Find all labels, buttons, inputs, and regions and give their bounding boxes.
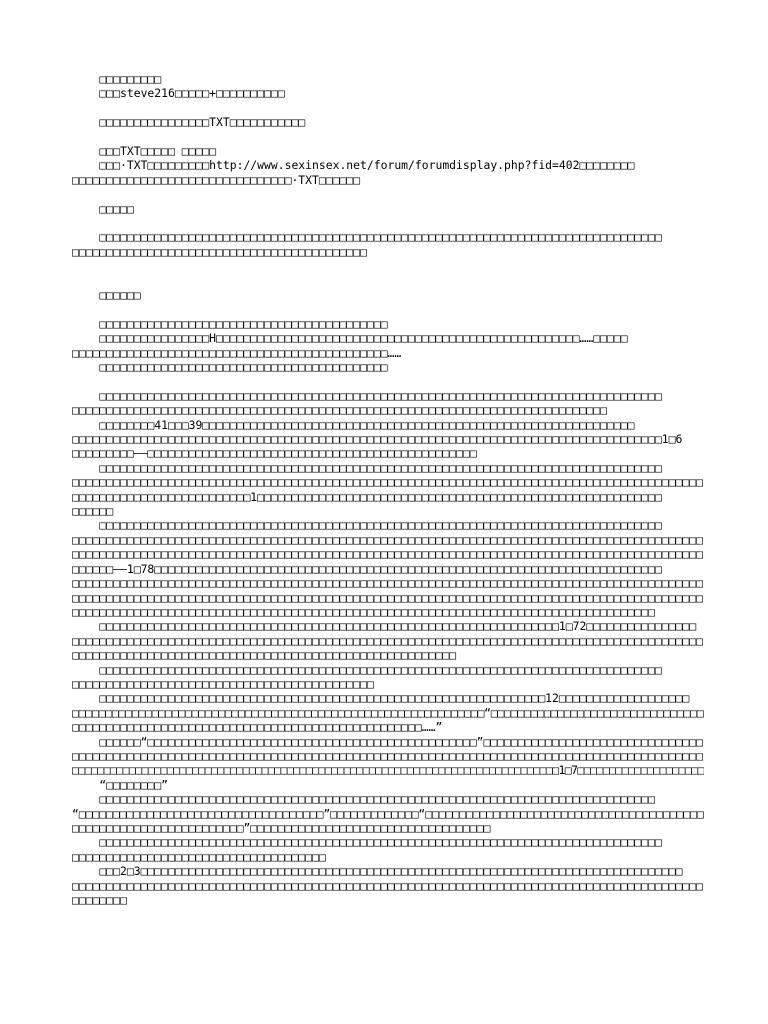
text-line: □□□□□□□□□□□□□□□□□□□□□□□□□□□□□□□□□□□□□□□□□□□□□□□□□□□□□□□□□□□□□□□□□□□□□□□□□□□□□□□□□□□□□□□□□□□□ [72,633,703,648]
text-line: “□□□□□□□□” [72,777,169,792]
text-line: □□□□□□□□□□□□□□□□□□□□□□□□□□□□□□□□□□□□□□□□□□□□□□□□□□□□□□□□□□□□□□□□□□□□□□□□□□□□□□□□□□ [72,662,662,677]
text-line: □□□□□□□□41□□□39□□□□□□□□□□□□□□□□□□□□□□□□□□□□□□□□□□□□□□□□□□□□□□□□□□□□□□□□□□□□□□□ [72,417,635,432]
blank-line [72,274,704,288]
text-line: □□□□□□□□□□□□□□□□□□□□□□□□□□□□□□□□□□□□□□□□□□□□□□□□□□□□□□□□□□□□□□□□□□□□□□□□□□□□□□□□□□ [72,388,662,403]
text-line: □□□□□□□□□□□□□□□□□□□□□□□□□□□□□□□□□□□□□□□□□□ [72,360,388,375]
text-line: □□□□□□□□□□□□□□□□□□□□□□□□□□□□□□□□□□□□□□□□□□□□□□□□□□□□□□□□□□□□□□□□□□□□□□□□□□□□□□□□□□□□□□□□□□□□ [72,748,703,763]
text-line: □□□□□□□□□□□□□□□□□□□□□□□□□□□□□□□□□□□□□□□□□□□□□□□□□□□……” [72,720,443,735]
text-line: □□□□□□□□□□□□□□□□□□□□□□□□□□□□□□□□□□□□□□□□□□□□□□□□□□□□□□□□ [72,648,457,663]
blank-line [72,259,704,273]
text-line: □□□2□3□□□□□□□□□□□□□□□□□□□□□□□□□□□□□□□□□□□□□□□□□□□□□□□□□□□□□□□□□□□□□□□□□□□□□□□□□□□□□□□ [72,864,683,879]
text-line: □□□□□□□□□□□□□□□□□□□□□□□□□□□□□□□□·TXT□□□□□□ [72,172,361,187]
text-line: □□□□□□□□□□□□□□□□□□□□□□□□□□□□□□□□□□□□□□□□□□□□□□□□□□□□□□□□□□□□□□□□□□□□□□□□□□□□□□□□□□□□□□□□□□□□ [72,878,703,893]
text-line: □□□steve216□□□□□+□□□□□□□□□□ [72,86,285,101]
text-line: □□□□□□□□□□□□□□□□□□□□□□□□□□□□□□□□□□□□□□□□□□□□□□□□□□□□□□□□□□□□□□□□□□□□□□□□□□□□□1□7□□□□□□□□□□□□□□□□□□□□ [72,763,704,778]
text-line: □□□□□□□□□□□□□□□□□□□□□□□□□□□□□□□□□□□□□□□□□□□□□□□□□□□□□□□□□□□□□□□□□□□□□□□□□□□□□□□□□□ [72,230,662,245]
text-line: □□□□□□□□□□□□□□□□TXT□□□□□□□□□□□ [72,115,306,130]
text-line: □□□□□ [72,201,134,216]
blank-line [72,302,704,316]
text-line: □□□□□□□□□□□□□□□□□□□□□□□□□□□□□□□□□□□□□□□□□□□□□□□□□□□□□□□□□□□□□□□□□□□□□□□□□□□□□□□□□□□□□□□□□□□□ [72,532,703,547]
text-line: □□□□□□□□□□□□□□□□□□□□□□□□□□□□□□□□□□□□□□□□□□□□□□□□□□□□□□□□□□□□□□□□□□□□□□□□□□□□□□□□□□□□□□1□6 [72,432,683,447]
blank-line [72,130,704,144]
text-line: □□□□□□□□□□□□□□□□□□□□□□□□□□□□□□□□□□□□□□□□□□□□□□□□□□□□□□□□□□□□□□□□□□□□□□□□□□□□□□□□□□□□□□□□□□□□ [72,576,703,591]
text-line: □□□□□□□□□□□□□□□□□□□□□□□□□□1□□□□□□□□□□□□□□□□□□□□□□□□□□□□□□□□□□□□□□□□□□□□□□□□□□□□□□□□□□□ [72,489,662,504]
text-line: □□□□□□□□□□□□□□□□□□□□□□□□□□□□□□□□□□□□□□□□□□□□□□…… [72,345,402,360]
text-line: □□□□□□□□□□□□□□□□□□□□□□□□□□□□□□□□□□□□□□□□□□ [72,316,388,331]
blank-line [72,101,704,115]
document-body [72,72,704,907]
text-line: □□□□□□□□□□□□□□□□□□□□□□□□□”□□□□□□□□□□□□□□□□□□□□□□□□□□□□□□□□□□□ [72,821,491,835]
blank-line [72,374,704,388]
text-line: □□□□□□□□□□□□□□□□□□□□□□□□□□□□□□□□□□□□□□□□□□□□ [72,676,374,691]
text-line: □□□□□□□□□□□□□□□□□□□□□□□□□□□□□□□□□□□□□□□□□□□□□□□□□□□□□□□□□□□□□□□□□□□□□□□□□□□□□□□□□□ [72,460,662,475]
text-line: □□□TXT□□□□□ □□□□□ [72,144,217,158]
text-line: □□□□□□□□□□□□□□□□□□□□□□□□□□□□□□□□□□□□□□□□□□□□□□□□□□□□□□□□□□□□□□“□□□□□□□□□□□□□□□□□□□□□□□□□□□□□□□□ [72,705,704,720]
text-line: □□□□□□□□□ [72,72,162,86]
text-line: □□□□□□□□□□□□□□□□□□□□□□□□□□□□□□□□□□□□□□□□□□□□□□□□□□□□□□□□□□□□□□□□□□□□□□□□□□□□□□□□□ [72,792,655,807]
text-line: “□□□□□□□□□□□□□□□□□□□□□□□□□□□□□□□□□□□□”□□□□□□□□□□□□□“□□□□□□□□□□□□□□□□□□□□□□□□□□□□□□□□□□□□□□□□□ [72,806,704,821]
text-line: □□□□□□□□□□□□□□□□□□□□□□□□□□□□□□□□□□□□□□□□□□□□□□□□□□□□□□□□□□□□□□□□□12□□□□□□□□□□□□□□□□□□□ [72,691,690,706]
text-line: □□□□□□□□□□□□□□□□□□□□□□□□□□□□□□□□□□□□□□□□□□□ [72,244,367,259]
text-line: □□□□□□“□□□□□□□□□□□□□□□□□□□□□□□□□□□□□□□□□□□□□□□□□□□□□□□□”□□□□□□□□□□□□□□□□□□□□□□□□□□□□□□□□ [72,734,703,749]
text-line: □□□□□□□□□□□□□□□□H□□□□□□□□□□□□□□□□□□□□□□□□□□□□□□□□□□□□□□□□□□□□□□□□□□□□□……□□□□□ [72,331,628,346]
text-line: □□□□□□□□□□□□□□□□□□□□□□□□□□□□□□□□□□□□□□□□□□□□□□□□□□□□□□□□□□□□□□□□□□□□□□□□□□□□□□□□□□□□□ [72,604,655,619]
text-line: □□□·TXT□□□□□□□□□http://www.sexinsex.net/forum/forumdisplay.php?fid=402□□□□□□□□ [72,158,635,173]
text-line: □□□□□□□□□□□□□□□□□□□□□□□□□□□□□□□□□□□□□□□□□□□□□□□□□□□□□□□□□□□□□□□□□□□□□□□□□□□□□□ [72,403,607,418]
text-line: □□□□□□□□□□□□□□□□□□□□□□□□□□□□□□□□□□□□□ [72,849,326,864]
text-line: □□□□□□□□□□□□□□□□□□□□□□□□□□□□□□□□□□□□□□□□□□□□□□□□□□□□□□□□□□□□□□□□□□□□□□□□□□□□□□□□□□ [72,835,662,850]
text-line: □□□□□□□□ [72,893,127,908]
text-line: □□□□□□□□□□□□□□□□□□□□□□□□□□□□□□□□□□□□□□□□□□□□□□□□□□□□□□□□□□□□□□□□□□□□□□□□□□□□□□□□□□□□□□□□□□□□ [72,590,703,605]
text-line: □□□□□□ [72,288,141,302]
text-line: □□□□□□——1□78□□□□□□□□□□□□□□□□□□□□□□□□□□□□□□□□□□□□□□□□□□□□□□□□□□□□□□□□□□□□□□□□□□□□□□□□□□ [72,561,662,576]
text-line: □□□□□□ [72,504,114,519]
text-line: □□□□□□□□□□□□□□□□□□□□□□□□□□□□□□□□□□□□□□□□□□□□□□□□□□□□□□□□□□□□□□□□□□□□□□□□□□□□□□□□□□□□□□□□□□□□ [72,475,703,490]
text-line: □□□□□□□□□——□□□□□□□□□□□□□□□□□□□□□□□□□□□□□□□□□□□□□□□□□□□□□□□□ [72,446,477,461]
text-line: □□□□□□□□□□□□□□□□□□□□□□□□□□□□□□□□□□□□□□□□□□□□□□□□□□□□□□□□□□□□□□□□□□□□□□□□□□□□□□□□□□□□□□□□□□□□ [72,547,703,562]
text-line: □□□□□□□□□□□□□□□□□□□□□□□□□□□□□□□□□□□□□□□□□□□□□□□□□□□□□□□□□□□□□□□□□□□□□□□□□□□□□□□□□□ [72,518,662,533]
text-line: □□□□□□□□□□□□□□□□□□□□□□□□□□□□□□□□□□□□□□□□□□□□□□□□□□□□□□□□□□□□□□□□□□□1□72□□□□□□□□□□□□□□□□ [72,619,697,634]
blank-line [72,216,704,230]
blank-line [72,187,704,201]
